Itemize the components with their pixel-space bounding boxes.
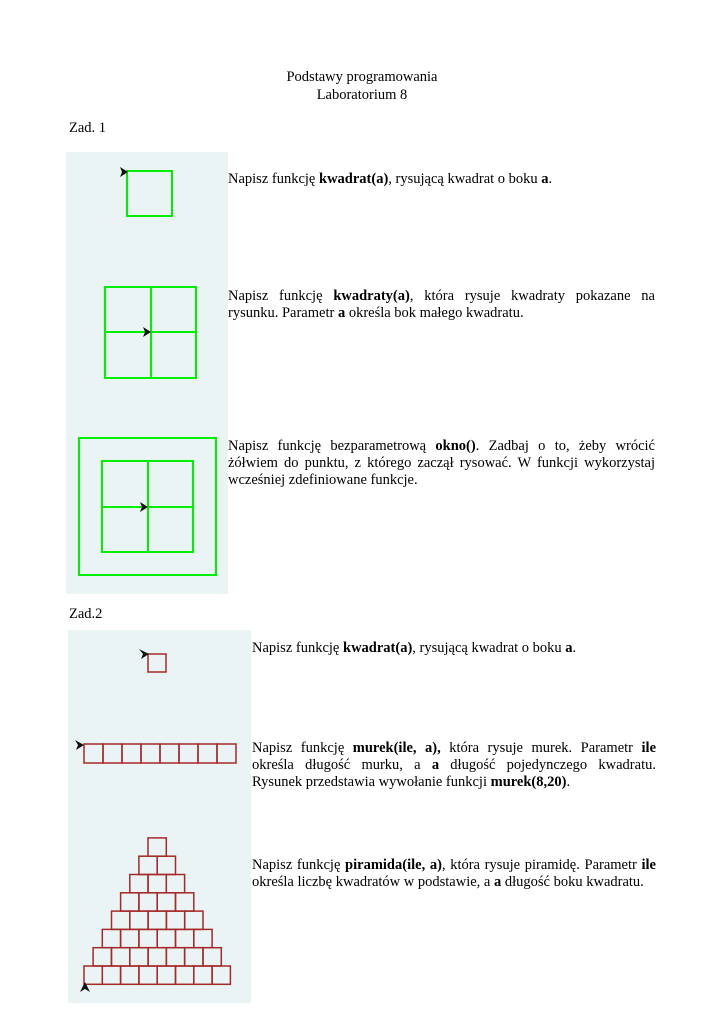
zad1-kwadraty-figure	[105, 287, 196, 378]
turtle-arrow-icon	[80, 982, 90, 992]
piramida-square	[139, 856, 157, 874]
murek-square	[179, 744, 198, 763]
piramida-square	[148, 948, 166, 966]
zad2-task3-text: Napisz funkcję piramida(ile, a), która rysuje piramidę. Parametr ile określa liczbę kwadratów w podstawie, a a długość boku kwadratu.	[252, 857, 656, 890]
zad1-task2-text: Napisz funkcję kwadraty(a), która rysuje kwadraty pokazane na rysunku. Parametr a określa bok małego kwadratu.	[228, 288, 655, 321]
section-heading-zad2: Zad.2	[69, 606, 103, 622]
piramida-square	[121, 966, 139, 984]
zad1-figure-panel	[66, 152, 228, 594]
piramida-square	[130, 875, 148, 893]
piramida-square	[166, 911, 184, 929]
murek-square	[141, 744, 160, 763]
piramida-square	[121, 893, 139, 911]
zad1-task3-text: Napisz funkcję bezparametrową okno(). Zadbaj o to, żeby wrócić żółwiem do punktu, z którego zaczął rysować. W funkcji wykorzystaj wcześniej zdefiniowane funkcje.	[228, 438, 655, 488]
piramida-square	[157, 856, 175, 874]
murek-square	[122, 744, 141, 763]
zad2-task1-text: Napisz funkcję kwadrat(a), rysującą kwadrat o boku a.	[252, 640, 577, 656]
piramida-square	[139, 929, 157, 947]
turtle-arrow-icon	[75, 740, 84, 750]
piramida-square	[130, 911, 148, 929]
piramida-square	[157, 893, 175, 911]
piramida-square	[176, 893, 194, 911]
zad2-figure-panel	[68, 630, 251, 1003]
piramida-square	[148, 838, 166, 856]
murek-square	[198, 744, 217, 763]
zad1-turtle-drawings	[66, 152, 228, 594]
zad1-task1-text: Napisz funkcję kwadrat(a), rysującą kwadrat o boku a.	[228, 171, 553, 187]
piramida-square	[157, 966, 175, 984]
piramida-square	[176, 929, 194, 947]
zad2-kwadrat-square	[148, 654, 166, 672]
murek-square	[84, 744, 103, 763]
piramida-square	[148, 875, 166, 893]
page-title: Podstawy programowania	[286, 69, 438, 85]
piramida-square	[102, 929, 120, 947]
section-heading-zad1: Zad. 1	[69, 120, 107, 136]
piramida-square	[93, 948, 111, 966]
piramida-square	[166, 948, 184, 966]
piramida-square	[157, 929, 175, 947]
zad2-murek-figure	[84, 744, 236, 763]
piramida-square	[203, 948, 221, 966]
piramida-square	[176, 966, 194, 984]
piramida-square	[84, 966, 102, 984]
zad1-okno-figure	[79, 438, 216, 575]
zad2-task2-text: Napisz funkcję murek(ile, a), która rysuje murek. Parametr ile określa długość murku, a a długość pojedynczego kwadratu. Rysunek przedstawia wywołanie funkcji murek(8,20).	[252, 740, 657, 790]
piramida-square	[139, 893, 157, 911]
piramida-square	[112, 948, 130, 966]
murek-square	[103, 744, 122, 763]
piramida-square	[121, 929, 139, 947]
piramida-square	[148, 911, 166, 929]
murek-square	[160, 744, 179, 763]
piramida-square	[102, 966, 120, 984]
zad2-turtle-drawings	[68, 630, 251, 1003]
piramida-square	[139, 966, 157, 984]
piramida-square	[185, 911, 203, 929]
piramida-square	[194, 966, 212, 984]
piramida-square	[212, 966, 230, 984]
zad2-piramida-figure	[84, 838, 230, 984]
piramida-square	[194, 929, 212, 947]
piramida-square	[185, 948, 203, 966]
piramida-square	[112, 911, 130, 929]
piramida-square	[130, 948, 148, 966]
murek-square	[217, 744, 236, 763]
piramida-square	[166, 875, 184, 893]
page-subtitle: Laboratorium 8	[316, 87, 408, 103]
zad1-kwadrat-square	[127, 171, 172, 216]
